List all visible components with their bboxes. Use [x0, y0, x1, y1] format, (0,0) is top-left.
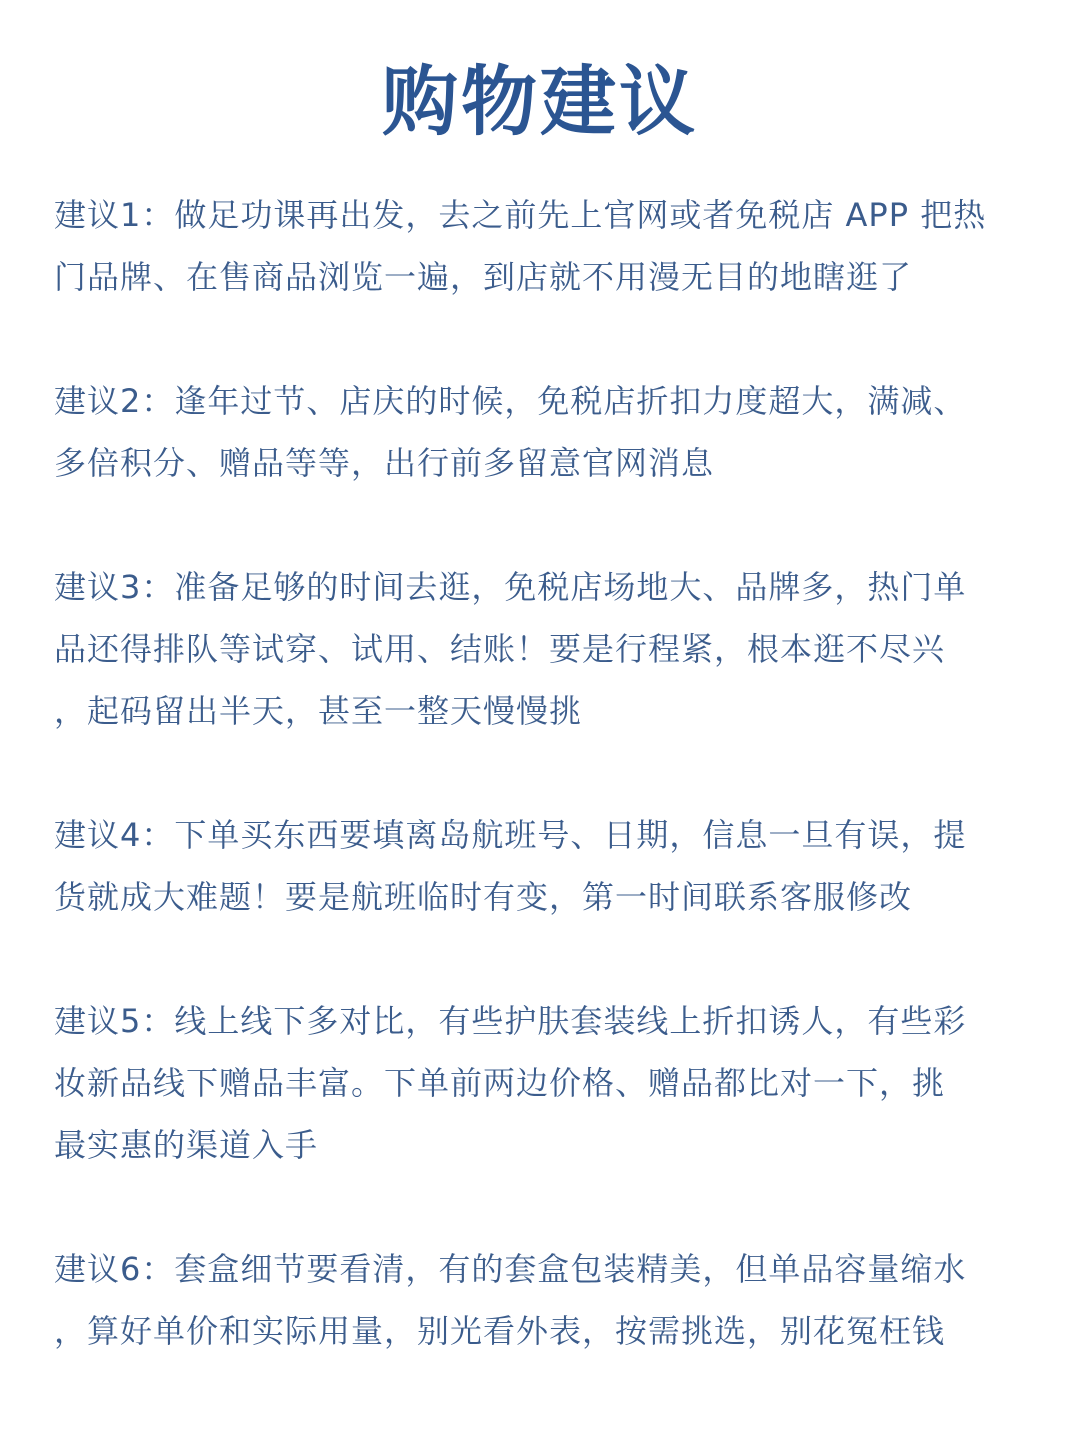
tip-3-line-2: 品还得排队等试穿、试用、结账！要是行程紧，根本逛不尽兴: [54, 630, 946, 668]
tip-2-line-1: 建议2：逢年过节、店庆的时候，免税店折扣力度超大，满减、: [54, 382, 967, 420]
tip-5-line-1: 建议5：线上线下多对比，有些护肤套装线上折扣诱人，有些彩: [54, 1002, 967, 1040]
tip-3-line-1: 建议3：准备足够的时间去逛，免税店场地大、品牌多，热门单: [54, 568, 967, 606]
tip-5-line-2: 妆新品线下赠品丰富。下单前两边价格、赠品都比对一下，挑: [54, 1064, 946, 1102]
tip-paragraph-3: [54, 556, 1034, 742]
tip-5-line-3: 最实惠的渠道入手: [54, 1126, 319, 1164]
tip-2-line-2: 多倍积分、赠品等等，出行前多留意官网消息: [54, 444, 715, 482]
tip-6-line-2: ，算好单价和实际用量，别光看外表，按需挑选，别花冤枉钱: [54, 1312, 946, 1350]
tip-4-line-2: 货就成大难题！要是航班临时有变，第一时间联系客服修改: [54, 878, 913, 916]
tip-paragraph-5: [54, 990, 1034, 1176]
tip-6-line-1: 建议6：套盒细节要看清，有的套盒包装精美，但单品容量缩水: [54, 1250, 967, 1288]
tip-paragraph-6: [54, 1238, 1034, 1362]
tip-paragraph-2: [54, 370, 1034, 494]
tip-4-line-1: 建议4：下单买东西要填离岛航班号、日期，信息一旦有误，提: [54, 816, 967, 854]
tip-3-line-3: ，起码留出半天，甚至一整天慢慢挑: [54, 692, 583, 730]
tip-paragraph-1: [54, 184, 1034, 308]
tip-1-line-1: 建议1：做足功课再出发，去之前先上官网或者免税店 APP 把热: [54, 196, 987, 234]
tip-paragraph-4: [54, 804, 1034, 928]
page-title: 购物建议: [382, 57, 698, 146]
tip-1-line-2: 门品牌、在售商品浏览一遍，到店就不用漫无目的地瞎逛了: [54, 258, 913, 296]
